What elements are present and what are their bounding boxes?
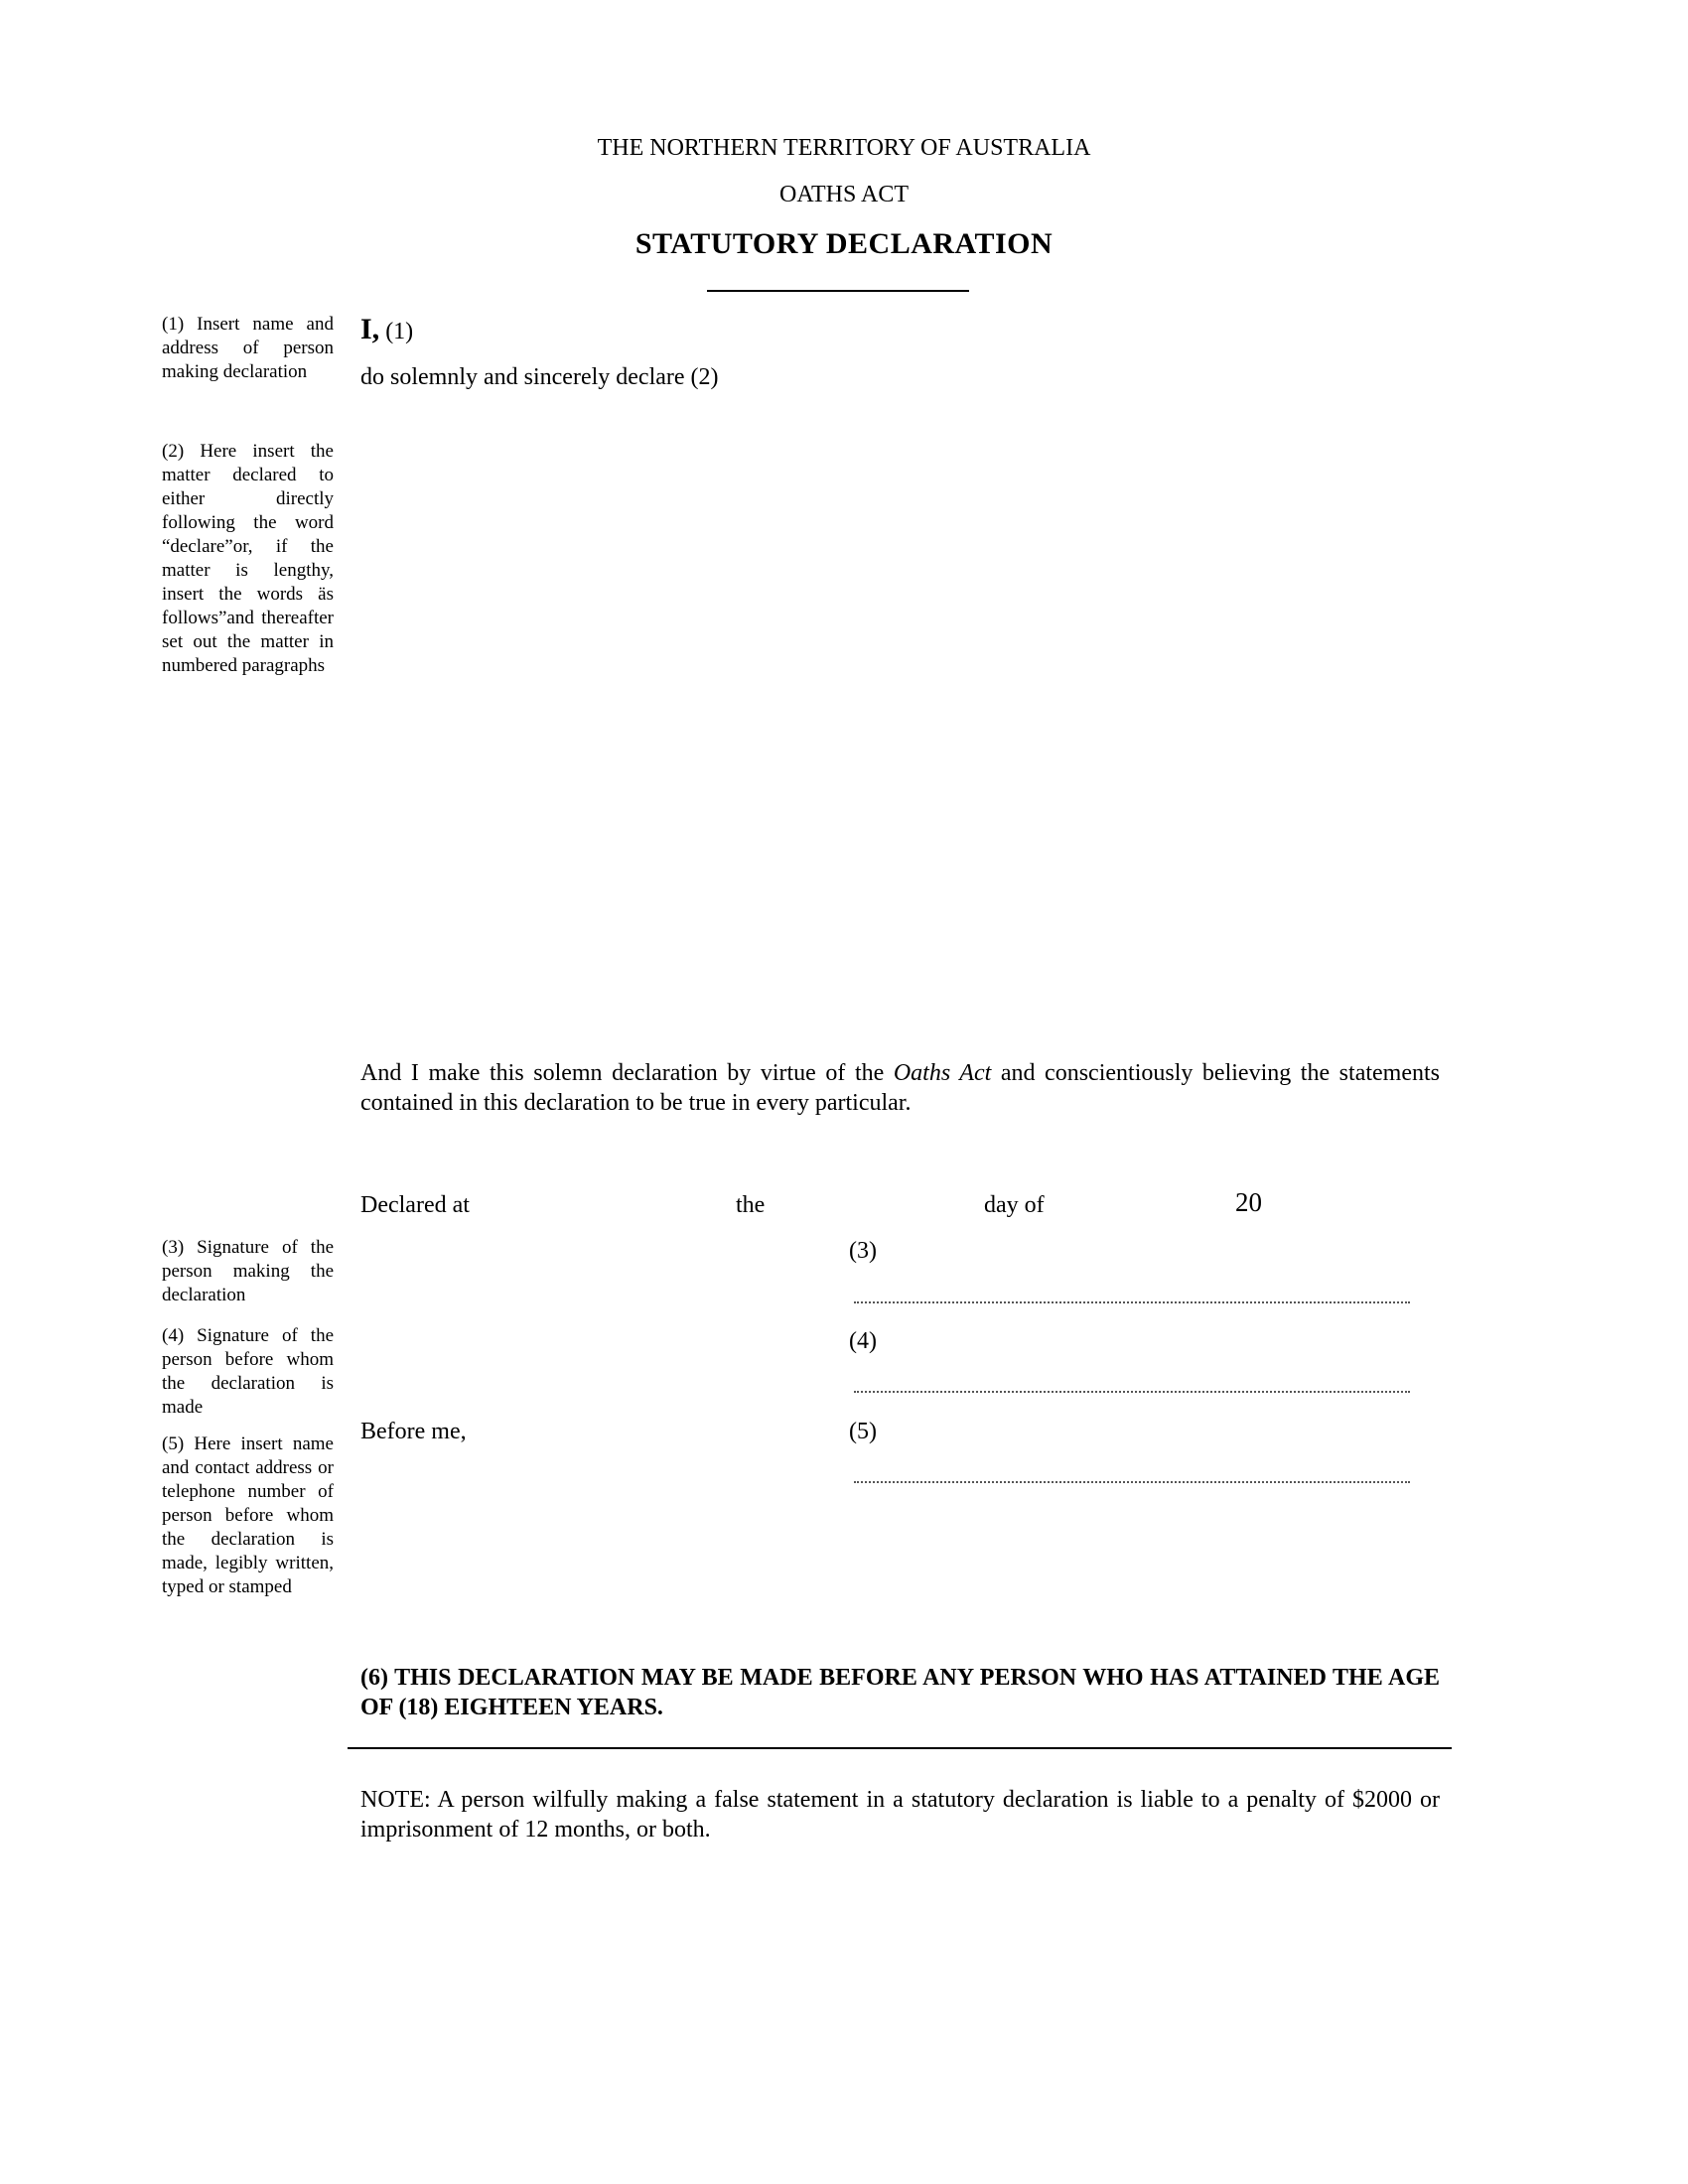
penalty-note: NOTE: A person wilfully making a false statement in a statutory declaration is liable to a penalty of $2000 or imprisonment of 12 months, or both. <box>360 1787 1440 1843</box>
margin-note-1: (1) Insert name and address of person making declaration <box>162 314 334 382</box>
margin-note-4: (4) Signature of the person before whom the declaration is made <box>162 1325 334 1418</box>
witness-signature-line <box>854 1391 1410 1393</box>
signature-ref-5: (5) <box>849 1419 877 1444</box>
before-me-label: Before me, <box>360 1419 467 1444</box>
day-of-label: day of <box>984 1192 1045 1218</box>
page-title: STATUTORY DECLARATION <box>634 227 1054 260</box>
territory-heading: THE NORTHERN TERRITORY OF AUSTRALIA <box>597 135 1091 161</box>
declare-line: do solemnly and sincerely declare (2) <box>360 364 719 390</box>
title-underline <box>707 290 969 292</box>
declarant-ref: (1) <box>385 319 414 344</box>
age-requirement-warning: (6) THIS DECLARATION MAY BE MADE BEFORE ANY PERSON WHO HAS ATTAINED THE AGE OF (18) EIGHTEEN YEARS. <box>360 1665 1440 1720</box>
declared-at-label: Declared at <box>360 1192 470 1218</box>
signature-ref-4: (4) <box>849 1328 877 1354</box>
section-divider <box>348 1747 1452 1749</box>
solemn-text-start: And I make this solemn declaration by virtue of the <box>360 1060 894 1086</box>
declarant-signature-line <box>854 1301 1410 1303</box>
margin-note-3: (3) Signature of the person making the declaration <box>162 1237 334 1305</box>
witness-details-line <box>854 1481 1410 1483</box>
declarant-pronoun: I, <box>360 313 380 345</box>
margin-note-2: (2) Here insert the matter declared to either directly following the word “declare”or, if the matter is lengthy, insert the words äs follows”and thereafter set out the matter in numbered paragraphs <box>162 441 334 676</box>
act-name: Oaths Act <box>893 1060 992 1086</box>
year-prefix: 20 <box>1235 1187 1262 1217</box>
the-label: the <box>736 1192 766 1218</box>
solemn-text-end: and conscientiously believing the statements contained in this declaration to be true in every particular. <box>360 1060 1440 1116</box>
act-heading: OATHS ACT <box>778 182 910 207</box>
margin-note-5: (5) Here insert name and contact address or telephone number of person before whom the declaration is made, legibly written, typed or stamped <box>162 1433 334 1597</box>
declarant-line <box>360 315 413 346</box>
signature-ref-3: (3) <box>849 1238 877 1264</box>
solemn-declaration-paragraph <box>360 1058 1440 1118</box>
